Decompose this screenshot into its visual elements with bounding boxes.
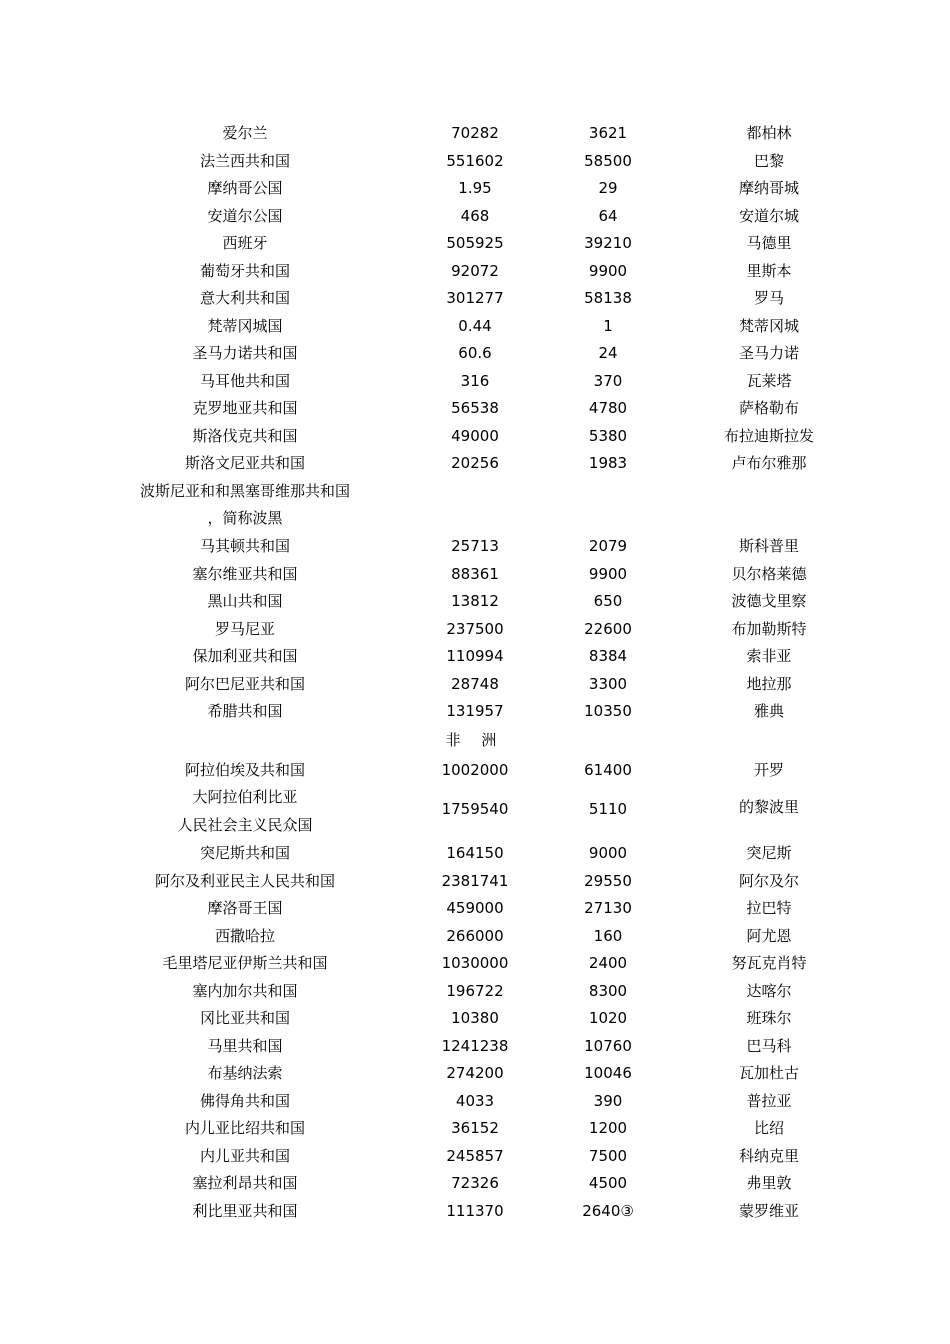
country-area: 164150 bbox=[446, 844, 504, 862]
country-area: 70282 bbox=[451, 124, 499, 142]
country-capital: 圣马力诺 bbox=[738, 344, 799, 362]
country-population: 10046 bbox=[584, 1064, 632, 1082]
country-name: 黑山共和国 bbox=[207, 592, 283, 610]
country-capital: 贝尔格莱德 bbox=[731, 564, 807, 583]
table-row bbox=[0, 230, 950, 257]
country-population: 370 bbox=[593, 371, 623, 390]
country-population: 1983 bbox=[588, 454, 628, 472]
country-capital: 波德戈里察 bbox=[731, 592, 807, 610]
country-name: 突尼斯共和国 bbox=[199, 844, 290, 862]
country-population: 8384 bbox=[588, 647, 628, 665]
country-area: 13812 bbox=[451, 592, 499, 610]
country-population: 58500 bbox=[584, 151, 632, 170]
country-capital: 突尼斯 bbox=[746, 844, 792, 862]
country-capital: 瓦莱塔 bbox=[746, 371, 792, 390]
country-name: 马里共和国 bbox=[207, 1036, 283, 1055]
country-name: 罗马尼亚 bbox=[214, 619, 275, 638]
country-area: 131957 bbox=[446, 702, 504, 720]
country-name: 马其顿共和国 bbox=[199, 537, 290, 555]
country-capital: 的黎波里 bbox=[738, 798, 799, 816]
country-name: 佛得角共和国 bbox=[199, 1091, 290, 1110]
country-population: 4780 bbox=[588, 399, 628, 417]
country-name: 摩洛哥王国 bbox=[207, 899, 283, 917]
country-name: 阿拉伯埃及共和国 bbox=[184, 761, 305, 779]
table-row bbox=[0, 643, 950, 670]
country-name: 内儿亚比绍共和国 bbox=[184, 1119, 305, 1137]
country-capital: 地拉那 bbox=[746, 674, 792, 693]
table-row bbox=[0, 423, 950, 450]
country-population: 1020 bbox=[588, 1009, 628, 1027]
table-row bbox=[0, 175, 950, 202]
country-population: 8300 bbox=[588, 981, 628, 1000]
country-name: 圣马力诺共和国 bbox=[192, 344, 298, 362]
country-population: 3300 bbox=[588, 674, 628, 693]
country-population: 4500 bbox=[588, 1174, 628, 1192]
country-capital: 科纳克里 bbox=[738, 1146, 799, 1165]
country-capital: 巴马科 bbox=[746, 1036, 792, 1055]
country-population: 64 bbox=[598, 206, 618, 225]
table-row bbox=[0, 616, 950, 643]
country-area: 56538 bbox=[451, 399, 499, 417]
table-row bbox=[0, 1143, 950, 1170]
country-capital: 努瓦克肖特 bbox=[731, 954, 807, 972]
country-population: 3621 bbox=[588, 124, 628, 142]
table-row bbox=[0, 840, 950, 867]
country-area: 1241238 bbox=[441, 1036, 509, 1055]
table-row bbox=[0, 868, 950, 895]
country-area: 25713 bbox=[451, 537, 499, 555]
country-area: 459000 bbox=[446, 899, 504, 917]
country-population: 2079 bbox=[588, 537, 628, 555]
country-name: 斯洛伐克共和国 bbox=[192, 426, 298, 445]
table-row bbox=[0, 1115, 950, 1142]
country-name: 利比里亚共和国 bbox=[192, 1201, 298, 1220]
country-area: 301277 bbox=[446, 289, 504, 307]
table-row bbox=[0, 258, 950, 285]
country-population: 29550 bbox=[584, 871, 632, 890]
country-name: 阿尔巴尼亚共和国 bbox=[184, 674, 305, 693]
country-name: 梵蒂冈城国 bbox=[207, 316, 283, 335]
country-population: 5110 bbox=[588, 800, 628, 818]
table-row bbox=[0, 698, 950, 725]
table-row bbox=[0, 895, 950, 922]
table-row bbox=[0, 978, 950, 1005]
section-heading-africa: 非 洲 bbox=[445, 731, 505, 749]
country-capital: 瓦加杜古 bbox=[738, 1064, 799, 1082]
table-row bbox=[0, 1005, 950, 1032]
country-area: 1.95 bbox=[458, 179, 492, 197]
country-area: 4033 bbox=[455, 1091, 495, 1110]
country-area: 20256 bbox=[451, 454, 499, 472]
country-population: 9000 bbox=[588, 844, 628, 862]
country-area: 110994 bbox=[446, 647, 504, 665]
country-name: 内儿亚共和国 bbox=[199, 1146, 290, 1165]
table-row bbox=[0, 203, 950, 230]
table-row bbox=[0, 588, 950, 615]
table-row bbox=[0, 1170, 950, 1197]
country-area: 1759540 bbox=[441, 800, 509, 818]
country-name: 摩纳哥公国 bbox=[207, 179, 283, 197]
country-area: 266000 bbox=[446, 926, 504, 945]
country-name: 安道尔公国 bbox=[207, 206, 283, 225]
country-name: 克罗地亚共和国 bbox=[192, 399, 298, 417]
country-name: 阿尔及利亚民主人民共和国 bbox=[154, 871, 335, 890]
country-area: 36152 bbox=[451, 1119, 499, 1137]
country-area: 316 bbox=[460, 371, 490, 390]
country-capital: 罗马 bbox=[753, 289, 784, 307]
table-row bbox=[0, 1033, 950, 1060]
country-capital: 都柏林 bbox=[746, 124, 792, 142]
table-row bbox=[0, 1060, 950, 1087]
country-capital: 布加勒斯特 bbox=[731, 619, 807, 638]
country-capital: 斯科普里 bbox=[738, 537, 799, 555]
country-capital: 蒙罗维亚 bbox=[738, 1201, 799, 1220]
country-capital: 索非亚 bbox=[746, 647, 792, 665]
country-area: 111370 bbox=[446, 1201, 504, 1220]
country-population: 24 bbox=[598, 344, 618, 362]
table-row bbox=[0, 505, 950, 532]
country-area: 196722 bbox=[446, 981, 504, 1000]
country-capital: 雅典 bbox=[753, 702, 784, 720]
country-capital: 安道尔城 bbox=[738, 206, 799, 225]
table-row bbox=[0, 561, 950, 588]
country-population: 650 bbox=[593, 592, 623, 610]
country-capital: 巴黎 bbox=[753, 151, 784, 170]
country-name: 西撒哈拉 bbox=[214, 926, 275, 945]
table-row bbox=[0, 950, 950, 977]
country-name: 塞尔维亚共和国 bbox=[192, 564, 298, 583]
table-row bbox=[0, 450, 950, 477]
table-row bbox=[0, 120, 950, 147]
country-name: 波斯尼亚和和黑塞哥维那共和国 bbox=[139, 481, 350, 500]
country-name: 希腊共和国 bbox=[207, 702, 283, 720]
country-population: 160 bbox=[593, 926, 623, 945]
country-name: 毛里塔尼亚伊斯兰共和国 bbox=[162, 954, 328, 972]
country-population: 7500 bbox=[588, 1146, 628, 1165]
country-capital: 比绍 bbox=[753, 1119, 784, 1137]
country-population: 22600 bbox=[584, 619, 632, 638]
country-population: 27130 bbox=[584, 899, 632, 917]
country-capital: 班珠尔 bbox=[746, 1009, 792, 1027]
country-name: 西班牙 bbox=[222, 234, 268, 252]
table-row bbox=[0, 1088, 950, 1115]
country-name: 塞内加尔共和国 bbox=[192, 981, 298, 1000]
country-area: 1002000 bbox=[441, 761, 509, 779]
country-population: 9900 bbox=[588, 261, 628, 280]
country-capital: 卢布尔雅那 bbox=[731, 454, 807, 472]
country-area: 237500 bbox=[446, 619, 504, 638]
country-capital: 布拉迪斯拉发 bbox=[723, 426, 814, 445]
country-area: 28748 bbox=[451, 674, 499, 693]
country-area: 60.6 bbox=[458, 344, 492, 362]
country-capital: 摩纳哥城 bbox=[738, 179, 799, 197]
country-population: 390 bbox=[593, 1091, 623, 1110]
country-name: 法兰西共和国 bbox=[199, 151, 290, 170]
table-row bbox=[0, 395, 950, 422]
country-population: 1200 bbox=[588, 1119, 628, 1137]
country-population: 9900 bbox=[588, 564, 628, 583]
table-row bbox=[0, 340, 950, 367]
country-capital: 梵蒂冈城 bbox=[738, 316, 799, 335]
table-row bbox=[0, 148, 950, 175]
country-population: 10350 bbox=[584, 702, 632, 720]
table-row bbox=[0, 533, 950, 560]
country-capital: 弗里敦 bbox=[746, 1174, 792, 1192]
country-name: 马耳他共和国 bbox=[199, 371, 290, 390]
country-population: 58138 bbox=[584, 289, 632, 307]
country-area: 92072 bbox=[451, 261, 499, 280]
table-row bbox=[0, 1198, 950, 1225]
table-row bbox=[0, 923, 950, 950]
country-population: 1 bbox=[603, 316, 613, 335]
country-name-continued: ，简称波黑 bbox=[207, 509, 283, 527]
country-population: 2640③ bbox=[582, 1201, 634, 1220]
country-population: 10760 bbox=[584, 1036, 632, 1055]
country-area: 0.44 bbox=[458, 316, 492, 335]
country-capital: 达喀尔 bbox=[746, 981, 792, 1000]
country-area: 468 bbox=[460, 206, 490, 225]
country-capital: 里斯本 bbox=[746, 261, 792, 280]
country-area: 49000 bbox=[451, 426, 499, 445]
country-name: 爱尔兰 bbox=[222, 124, 268, 142]
table-row bbox=[0, 285, 950, 312]
country-name: 布基纳法索 bbox=[207, 1064, 283, 1082]
country-population: 61400 bbox=[584, 761, 632, 779]
country-name: 斯洛文尼亚共和国 bbox=[184, 454, 305, 472]
country-area: 1030000 bbox=[441, 954, 509, 972]
country-name: 冈比亚共和国 bbox=[199, 1009, 290, 1027]
table-row bbox=[0, 757, 950, 784]
table-row bbox=[0, 368, 950, 395]
country-area: 245857 bbox=[446, 1146, 504, 1165]
country-area: 2381741 bbox=[441, 871, 509, 890]
table-row bbox=[0, 478, 950, 505]
country-area: 551602 bbox=[446, 151, 504, 170]
country-capital: 马德里 bbox=[746, 234, 792, 252]
country-name-continued: 人民社会主义民众国 bbox=[177, 815, 313, 834]
country-name: 保加利亚共和国 bbox=[192, 647, 298, 665]
country-area: 505925 bbox=[446, 234, 504, 252]
country-capital: 萨格勒布 bbox=[738, 399, 799, 417]
country-population: 39210 bbox=[584, 234, 632, 252]
country-name: 大阿拉伯利比亚 bbox=[192, 788, 298, 806]
country-population: 29 bbox=[598, 179, 618, 197]
country-area: 88361 bbox=[451, 564, 499, 583]
country-name: 塞拉利昂共和国 bbox=[192, 1174, 298, 1192]
table-row bbox=[0, 313, 950, 340]
table-row bbox=[0, 671, 950, 698]
country-capital: 阿尔及尔 bbox=[738, 871, 799, 890]
table-row bbox=[0, 812, 950, 839]
country-area: 72326 bbox=[451, 1174, 499, 1192]
country-capital: 普拉亚 bbox=[746, 1091, 792, 1110]
country-name: 葡萄牙共和国 bbox=[199, 261, 290, 280]
country-area: 10380 bbox=[451, 1009, 499, 1027]
country-capital: 拉巴特 bbox=[746, 899, 792, 917]
country-name: 意大利共和国 bbox=[199, 289, 290, 307]
country-population: 2400 bbox=[588, 954, 628, 972]
country-area: 274200 bbox=[446, 1064, 504, 1082]
country-population: 5380 bbox=[588, 426, 628, 445]
country-capital: 阿尤恩 bbox=[746, 926, 792, 945]
country-capital: 开罗 bbox=[753, 761, 784, 779]
